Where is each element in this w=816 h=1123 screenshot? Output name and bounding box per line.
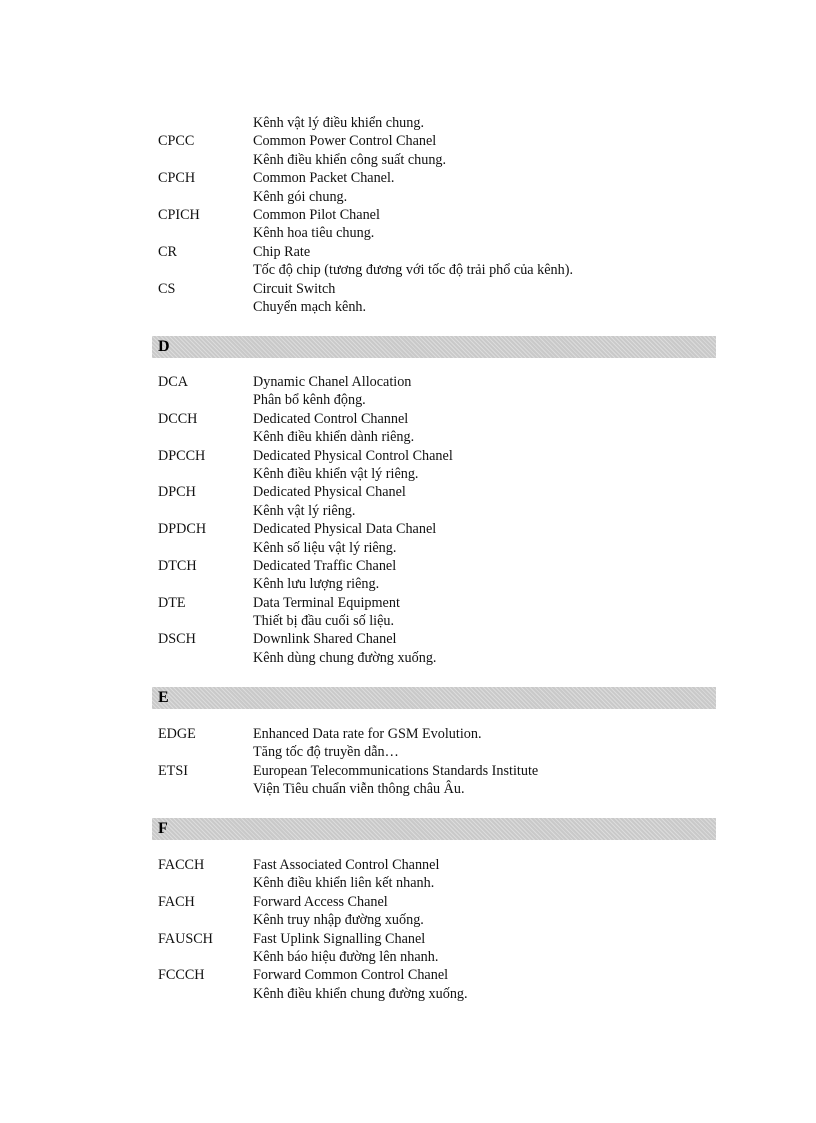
glossary-english: Chip Rate bbox=[253, 243, 311, 260]
glossary-entry-translation bbox=[158, 224, 718, 242]
glossary-entry bbox=[158, 169, 718, 187]
glossary-entry bbox=[158, 132, 718, 150]
glossary-group-e bbox=[158, 725, 718, 799]
glossary-english: European Telecommunications Standards Institute bbox=[253, 762, 539, 779]
glossary-vietnamese: Kênh gói chung. bbox=[253, 188, 348, 205]
glossary-english: Dedicated Physical Chanel bbox=[253, 484, 406, 501]
glossary-abbr: FACH bbox=[158, 893, 195, 910]
glossary-entry bbox=[158, 447, 718, 465]
glossary-vietnamese: Kênh báo hiệu đường lên nhanh. bbox=[253, 948, 439, 965]
glossary-entry-translation bbox=[158, 151, 718, 169]
glossary-abbr: CPCH bbox=[158, 170, 196, 187]
glossary-entry-translation bbox=[158, 261, 718, 279]
glossary-entry bbox=[158, 557, 718, 575]
glossary-vietnamese: Kênh vật lý điều khiển chung. bbox=[253, 115, 424, 131]
glossary-entry-translation bbox=[158, 188, 718, 206]
glossary-entry-translation bbox=[158, 911, 718, 929]
glossary-entry bbox=[158, 243, 718, 261]
section-letter: E bbox=[158, 689, 169, 706]
glossary-vietnamese: Kênh lưu lượng riêng. bbox=[253, 576, 380, 593]
glossary-entry-translation bbox=[158, 502, 718, 520]
glossary-vietnamese: Tốc độ chip (tương đương với tốc độ trải phổ của kênh). bbox=[253, 262, 573, 279]
glossary-vietnamese: Kênh điều khiển vật lý riêng. bbox=[253, 465, 419, 482]
glossary-vietnamese: Kênh truy nhập đường xuống. bbox=[253, 912, 424, 929]
section-letter: D bbox=[158, 338, 170, 355]
glossary-entry bbox=[158, 630, 718, 648]
glossary-english: Data Terminal Equipment bbox=[253, 594, 400, 611]
glossary-vietnamese: Thiết bị đầu cuối số liệu. bbox=[253, 613, 395, 630]
glossary-entry bbox=[158, 280, 718, 298]
glossary-entry bbox=[158, 594, 718, 612]
glossary-abbr: CPCC bbox=[158, 133, 195, 150]
glossary-abbr: DTE bbox=[158, 594, 186, 611]
glossary-english: Dedicated Physical Control Chanel bbox=[253, 447, 453, 464]
glossary-abbr: FACCH bbox=[158, 857, 205, 873]
glossary-abbr: EDGE bbox=[158, 726, 196, 742]
glossary-group-c-continued bbox=[158, 114, 718, 316]
glossary-abbr bbox=[158, 114, 253, 132]
glossary-abbr: ETSI bbox=[158, 762, 188, 779]
glossary-english: Common Pilot Chanel bbox=[253, 206, 380, 223]
glossary-english: Fast Associated Control Channel bbox=[253, 857, 440, 873]
glossary-entry bbox=[158, 520, 718, 538]
glossary-entry bbox=[158, 893, 718, 911]
glossary-english: Dynamic Chanel Allocation bbox=[253, 374, 412, 390]
glossary-english: Common Packet Chanel. bbox=[253, 170, 395, 187]
glossary-abbr: CPICH bbox=[158, 206, 200, 223]
glossary-vietnamese: Chuyển mạch kênh. bbox=[253, 298, 367, 315]
glossary-entry-translation bbox=[158, 874, 718, 892]
glossary-abbr: DSCH bbox=[158, 631, 196, 648]
glossary-entry bbox=[158, 725, 718, 743]
glossary-vietnamese: Kênh vật lý riêng. bbox=[253, 502, 356, 519]
section-header-f bbox=[152, 818, 716, 840]
glossary-vietnamese: Kênh điều khiển công suất chung. bbox=[253, 151, 447, 168]
glossary-vietnamese: Kênh dùng chung đường xuống. bbox=[253, 649, 437, 666]
glossary-english: Common Power Control Chanel bbox=[253, 133, 437, 150]
glossary-entry-translation bbox=[158, 428, 718, 446]
glossary-abbr: DPCH bbox=[158, 484, 196, 501]
glossary-entry-translation bbox=[158, 298, 718, 316]
glossary-group-f bbox=[158, 856, 718, 1003]
section-header-e bbox=[152, 687, 716, 709]
glossary-abbr: CS bbox=[158, 280, 176, 297]
glossary-english: Dedicated Traffic Chanel bbox=[253, 557, 397, 574]
glossary-entry-translation bbox=[158, 649, 718, 667]
glossary-english: Forward Common Control Chanel bbox=[253, 967, 449, 984]
glossary-entry bbox=[158, 206, 718, 224]
glossary-english: Circuit Switch bbox=[253, 280, 336, 297]
glossary-vietnamese: Kênh điều khiển dành riêng. bbox=[253, 429, 415, 446]
glossary-entry-translation bbox=[158, 539, 718, 557]
glossary-vietnamese: Kênh hoa tiêu chung. bbox=[253, 225, 375, 242]
glossary-english: Fast Uplink Signalling Chanel bbox=[253, 930, 426, 947]
glossary-vietnamese: Kênh số liệu vật lý riêng. bbox=[253, 539, 397, 556]
glossary-vietnamese: Viện Tiêu chuẩn viễn thông châu Âu. bbox=[253, 781, 465, 798]
glossary-entry-translation bbox=[158, 780, 718, 798]
glossary-entry-translation bbox=[158, 391, 718, 409]
glossary-vietnamese: Kênh điều khiển liên kết nhanh. bbox=[253, 875, 435, 892]
section-header-d bbox=[152, 336, 716, 358]
glossary-english: Forward Access Chanel bbox=[253, 893, 388, 910]
glossary-abbr: DCCH bbox=[158, 410, 198, 427]
glossary-english: Downlink Shared Chanel bbox=[253, 631, 397, 648]
glossary-entry-translation bbox=[158, 465, 718, 483]
glossary-vietnamese: Kênh điều khiển chung đường xuống. bbox=[253, 985, 468, 1002]
glossary-entry-translation bbox=[158, 575, 718, 593]
glossary-english: Dedicated Control Channel bbox=[253, 410, 409, 427]
glossary-entry-translation bbox=[158, 948, 718, 966]
glossary-entry bbox=[158, 762, 718, 780]
glossary-vietnamese: Phân bổ kênh động. bbox=[253, 392, 366, 409]
glossary-abbr: CR bbox=[158, 243, 177, 260]
glossary-abbr: DPCCH bbox=[158, 447, 206, 464]
glossary-abbr: DTCH bbox=[158, 557, 197, 574]
section-letter: F bbox=[158, 820, 168, 837]
glossary-entry-translation bbox=[158, 612, 718, 630]
glossary-abbr: DCA bbox=[158, 374, 188, 390]
glossary-abbr: FAUSCH bbox=[158, 930, 213, 947]
glossary-abbr: DPDCH bbox=[158, 521, 207, 538]
glossary-group-d bbox=[158, 373, 718, 667]
glossary-entry-translation bbox=[158, 743, 718, 761]
glossary-entry bbox=[158, 930, 718, 948]
glossary-abbr: FCCCH bbox=[158, 967, 205, 984]
glossary-entry bbox=[158, 856, 718, 874]
glossary-entry bbox=[158, 483, 718, 501]
glossary-vietnamese: Tăng tốc độ truyền dẫn… bbox=[253, 744, 399, 761]
glossary-entry bbox=[158, 410, 718, 428]
glossary-continuation-line bbox=[158, 114, 718, 132]
glossary-english: Dedicated Physical Data Chanel bbox=[253, 521, 437, 538]
glossary-entry bbox=[158, 373, 718, 391]
glossary-entry-translation bbox=[158, 985, 718, 1003]
glossary-entry bbox=[158, 966, 718, 984]
glossary-english: Enhanced Data rate for GSM Evolution. bbox=[253, 726, 482, 742]
